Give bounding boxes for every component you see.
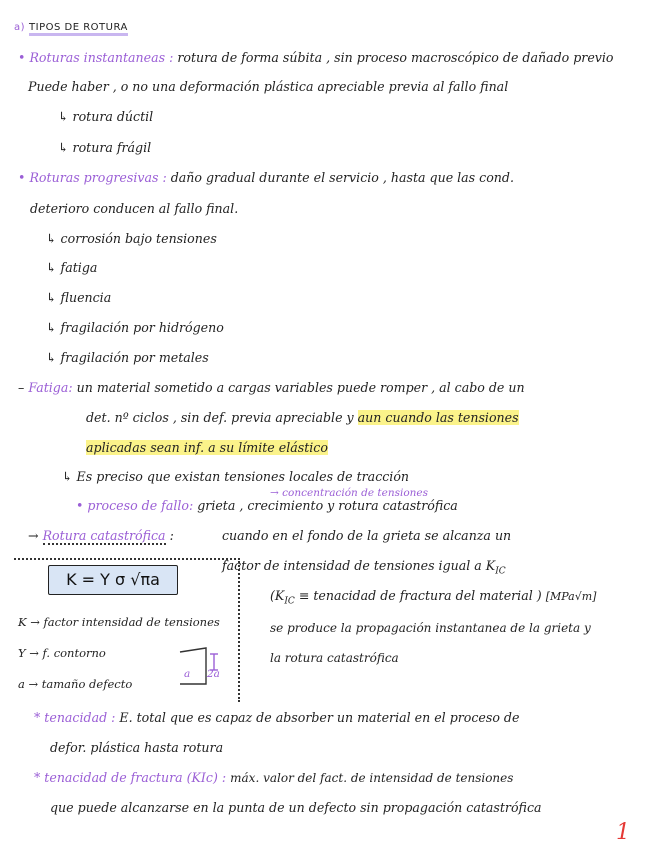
legend-k: K → factor intensidad de tensiones (18, 615, 220, 629)
proceso-text: grieta , crecimiento y rotura catastrófica (197, 498, 458, 513)
instantaneas-line: • Roturas instantaneas : rotura de forma súbita , sin proceso macroscópico de dañado previo (18, 50, 614, 65)
fatiga-label: Fatiga: (28, 380, 73, 395)
tenacidad-fractura-line2: que puede alcanzarse en la punta de un defecto sin propagación catastrófica (50, 800, 542, 815)
kic-line: ($K_{IC}$ ≡ tenacidad de fractura del material ) [MPa√m] (270, 588, 597, 607)
fatiga-item: ↳ fatiga (46, 260, 98, 275)
hidrogeno-item: ↳ fragilación por hidrógeno (46, 320, 224, 335)
fatiga-line: – Fatiga: un material sometido a cargas variables puede romper , al cabo de un (18, 380, 525, 395)
instantaneas-line2: Puede haber , o no una deformación plástica apreciable previa al fallo final (28, 79, 509, 94)
kic-units: [MPa√m] (545, 590, 597, 603)
proceso-line (76, 498, 458, 514)
tenacidad-fractura-line (34, 770, 513, 786)
tenacidad-label: * tenacidad : (34, 710, 116, 725)
defect-label-a: a (184, 668, 191, 680)
fragil-item: ↳ rotura frágil (58, 140, 152, 155)
tenacidad-line2: defor. plástica hasta rotura (50, 740, 224, 755)
instantaneas-label: Roturas instantaneas : (29, 50, 174, 65)
metales-item: ↳ fragilación por metales (46, 350, 209, 365)
propagacion-line1: se produce la propagación instantanea de la grieta y (270, 621, 591, 635)
page-number: 1 (616, 820, 630, 845)
fluencia-item: ↳ fluencia (46, 290, 112, 305)
concentracion-annotation: → concentración de tensiones (270, 487, 429, 499)
tenacidad-line (34, 710, 519, 726)
fatiga-line2 (86, 410, 519, 426)
catastrofica-line: → Rotura catastrófica : (28, 528, 174, 543)
corrosion-item: ↳ corrosión bajo tensiones (46, 231, 217, 246)
proceso-label: • proceso de fallo: (76, 498, 194, 513)
fatiga-line2-plain: det. nº ciclos , sin def. previa apreciable y (86, 410, 354, 425)
catastrofica-text2: factor de intensidad de tensiones igual a $K_{IC}$ (222, 558, 506, 577)
tenacidad-fractura-text: máx. valor del fact. de intensidad de tensiones (230, 771, 514, 785)
fatiga-line2-highlight: aun cuando las tensiones (357, 410, 519, 425)
fatiga-line3-highlight: aplicadas sean inf. a su límite elástico (86, 440, 328, 455)
legend-y: Y → f. contorno (18, 646, 106, 660)
traccion-line: ↳ Es preciso que existan tensiones locales de tracción (62, 469, 410, 484)
progresivas-label: Roturas progresivas : (29, 170, 167, 185)
fatiga-line3 (86, 440, 328, 456)
fatiga-text: un material sometido a cargas variables puede romper , al cabo de un (76, 380, 525, 395)
tenacidad-text: E. total que es capaz de absorber un material en el proceso de (119, 710, 520, 725)
defect-label-2a: 2a (207, 668, 220, 680)
formula-box: K = Y σ √πa (48, 565, 178, 595)
heading-marker: a) (14, 22, 26, 33)
propagacion-line2: la rotura catastrófica (270, 651, 399, 665)
progresivas-text: daño gradual durante el servicio , hasta que las cond. (170, 170, 514, 185)
catastrofica-text1: cuando en el fondo de la grieta se alcanza un (222, 528, 512, 543)
catastrofica-label: Rotura catastrófica (42, 528, 166, 543)
progresivas-line: • Roturas progresivas : daño gradual durante el servicio , hasta que las cond. (18, 170, 514, 185)
tenacidad-fractura-label: * tenacidad de fractura (KIc) : (34, 770, 227, 785)
instantaneas-text: rotura de forma súbita , sin proceso macroscópico de dañado previo (177, 50, 614, 65)
heading (14, 18, 128, 36)
legend-a: a → tamaño defecto (18, 677, 133, 691)
heading-title: TIPOS DE ROTURA (29, 22, 128, 36)
progresivas-line2: deterioro conducen al fallo final. (30, 201, 239, 216)
ductil-item: ↳ rotura dúctil (58, 109, 154, 124)
